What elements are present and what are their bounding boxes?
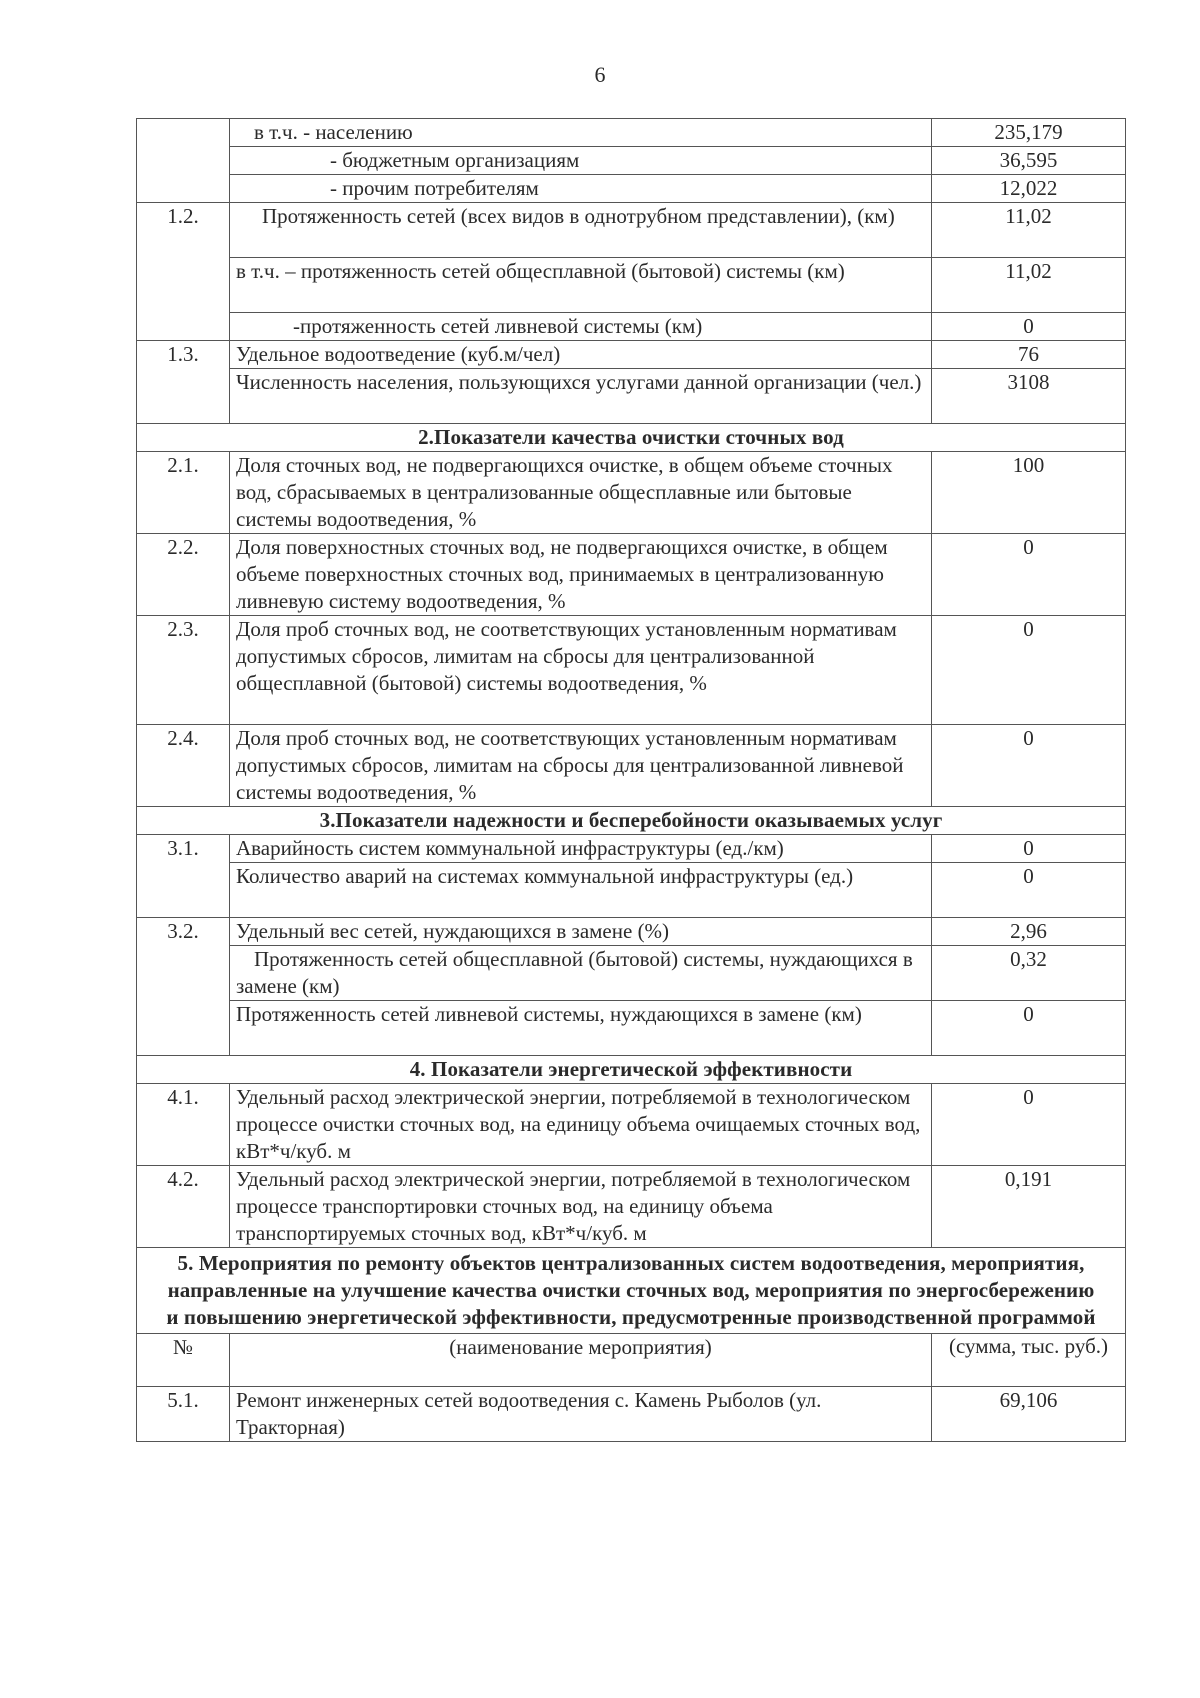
row-number-cell [137,119,230,203]
row-number: 2.4. [137,725,230,807]
row-label: Протяженность сетей (всех видов в однотрубном представлении), (км) [230,203,932,258]
page-number: 6 [594,62,606,87]
table-row [137,175,1126,203]
row-label: Доля сточных вод, не подвергающихся очистке, в общем объеме сточных вод, сбрасываемых в централизованные общесплавные или бытовые системы водоотведения, % [230,452,932,534]
table-row [137,452,1126,534]
table-row [137,203,1126,258]
table-row [137,258,1126,313]
row-value: 12,022 [932,175,1126,203]
table-row [137,725,1126,807]
row-value: 0,32 [932,946,1126,1001]
table-header-row [137,1334,1126,1387]
column-header-name: (наименование мероприятия) [230,1334,932,1387]
section-4-title: 4. Показатели энергетической эффективности [137,1056,1126,1084]
row-value: 0 [932,725,1126,807]
indicators-table [136,118,1126,1442]
table-row [137,918,1126,946]
section-2-title: 2.Показатели качества очистки сточных вод [137,424,1126,452]
row-number: 3.2. [137,918,230,1056]
row-label: -протяженность сетей ливневой системы (км) [230,313,932,341]
row-value: 0 [932,534,1126,616]
row-value: 235,179 [932,119,1126,147]
row-number: 4.2. [137,1166,230,1248]
row-number: 2.2. [137,534,230,616]
row-number: 2.3. [137,616,230,725]
row-label: Количество аварий на системах коммунальной инфраструктуры (ед.) [230,863,932,918]
row-label: Протяженность сетей общесплавной (бытовой) системы, нуждающихся в замене (км) [230,946,932,1001]
row-label: Ремонт инженерных сетей водоотведения с. Камень Рыболов (ул. Тракторная) [230,1387,932,1442]
section-heading-row [137,1056,1126,1084]
row-label: - прочим потребителям [230,175,932,203]
column-header-sum: (сумма, тыс. руб.) [932,1334,1126,1387]
row-label: Доля проб сточных вод, не соответствующих установленным нормативам допустимых сбросов, лимитам на сбросы для централизованной общесплавной (бытовой) системы водоотведения, % [230,616,932,725]
row-label: Протяженность сетей ливневой системы, нуждающихся в замене (км) [230,1001,932,1056]
table-row [137,616,1126,725]
row-label: Аварийность систем коммунальной инфраструктуры (ед./км) [230,835,932,863]
section-heading-row [137,1248,1126,1334]
row-value: 0 [932,863,1126,918]
row-label: в т.ч. - населению [230,119,932,147]
row-number: 5.1. [137,1387,230,1442]
table-row [137,369,1126,424]
row-value: 0 [932,1001,1126,1056]
table-row [137,341,1126,369]
row-value: 3108 [932,369,1126,424]
table-row [137,1084,1126,1166]
row-value: 0 [932,313,1126,341]
row-value: 69,106 [932,1387,1126,1442]
row-label: Удельный расход электрической энергии, потребляемой в технологическом процессе очистки сточных вод, на единицу объема очищаемых сточных вод, кВт*ч/куб. м [230,1084,932,1166]
section-3-title: 3.Показатели надежности и бесперебойности оказываемых услуг [137,807,1126,835]
column-header-number: № [137,1334,230,1387]
section-heading-row [137,424,1126,452]
table-row [137,534,1126,616]
row-number: 1.2. [137,203,230,341]
row-label: Численность населения, пользующихся услугами данной организации (чел.) [230,369,932,424]
row-number: 2.1. [137,452,230,534]
table-row [137,1166,1126,1248]
row-label: Удельное водоотведение (куб.м/чел) [230,341,932,369]
table-row [137,835,1126,863]
row-label: Доля поверхностных сточных вод, не подвергающихся очистке, в общем объеме поверхностных сточных вод, принимаемых в централизованную ливневую систему водоотведения, % [230,534,932,616]
row-label: Доля проб сточных вод, не соответствующих установленным нормативам допустимых сбросов, лимитам на сбросы для централизованной ливневой системы водоотведения, % [230,725,932,807]
row-number: 3.1. [137,835,230,918]
table-row [137,119,1126,147]
row-value: 0 [932,616,1126,725]
table-row [137,863,1126,918]
row-value: 76 [932,341,1126,369]
table-row [137,313,1126,341]
row-value: 0,191 [932,1166,1126,1248]
row-value: 11,02 [932,203,1126,258]
row-value: 100 [932,452,1126,534]
row-value: 2,96 [932,918,1126,946]
table-row [137,946,1126,1001]
table-row [137,147,1126,175]
row-label: Удельный вес сетей, нуждающихся в замене (%) [230,918,932,946]
section-5-title: 5. Мероприятия по ремонту объектов централизованных систем водоотведения, мероприятия, направленные на улучшение качества очистки сточных вод, мероприятия по энергосбережению и повышению энергетической эффективности, предусмотренные производственной программой [137,1248,1126,1334]
section-heading-row [137,807,1126,835]
row-label: - бюджетным организациям [230,147,932,175]
row-label: Удельный расход электрической энергии, потребляемой в технологическом процессе транспортировки сточных вод, на единицу объема транспортируемых сточных вод, кВт*ч/куб. м [230,1166,932,1248]
table-row [137,1387,1126,1442]
row-value: 11,02 [932,258,1126,313]
row-number: 4.1. [137,1084,230,1166]
row-label: в т.ч. – протяженность сетей общесплавной (бытовой) системы (км) [230,258,932,313]
row-value: 36,595 [932,147,1126,175]
row-number: 1.3. [137,341,230,424]
row-value: 0 [932,835,1126,863]
table-row [137,1001,1126,1056]
row-value: 0 [932,1084,1126,1166]
